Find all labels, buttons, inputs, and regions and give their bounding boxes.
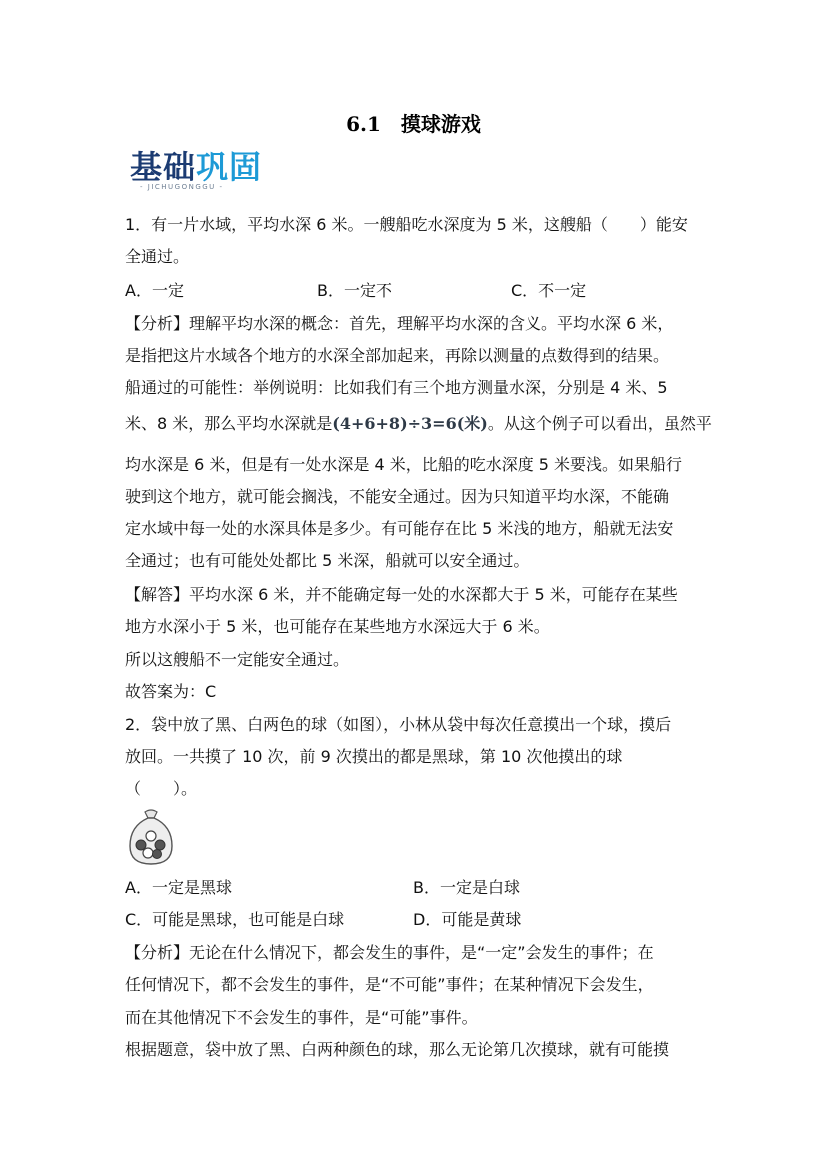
q1-analysis-line: 驶到这个地方，就可能会搁浅，不能安全通过。因为只知道平均水深，不能确 [125, 487, 670, 506]
badge-title-dark: 基础 [130, 148, 197, 186]
q1-stem-line-2: 全通过。 [125, 247, 190, 266]
q1-option-b: B．一定不 [317, 281, 392, 300]
q1-answer-line: 故答案为：C [125, 682, 217, 701]
ball-bag-illustration [126, 808, 176, 866]
q2-analysis-line: 而在其他情况下不会发生的事件，是“可能”事件。 [125, 1008, 478, 1027]
q1-analysis-line: 船通过的可能性：举例说明：比如我们有三个地方测量水深，分别是 4 米、5 [125, 378, 668, 397]
q1-option-c: C．不一定 [511, 281, 587, 300]
q1-stem-line-1: 1．有一片水域，平均水深 6 米。一艘船吃水深度为 5 米，这艘船（ ）能安 [125, 215, 688, 234]
q1-formula-pre: 米、8 米，那么平均水深就是 [125, 414, 333, 433]
black-ball-icon [153, 850, 162, 859]
white-ball-icon [146, 831, 156, 841]
q1-answer-line: 【解答】平均水深 6 米，并不能确定每一处的水深都大于 5 米，可能存在某些 [125, 585, 678, 604]
q1-analysis-formula-line [125, 414, 712, 434]
q2-stem-line: 2．袋中放了黑、白两色的球（如图），小林从袋中每次任意摸出一个球，摸后 [125, 715, 672, 734]
q1-option-a: A．一定 [125, 281, 184, 300]
q1-answer-line: 地方水深小于 5 米，也可能存在某些地方水深远大于 6 米。 [125, 617, 550, 636]
q1-analysis-line: 【分析】理解平均水深的概念：首先，理解平均水深的含义。平均水深 6 米， [125, 314, 674, 333]
q1-analysis-line: 定水域中每一处的水深具体是多少。有可能存在比 5 米浅的地方，船就无法安 [125, 519, 674, 538]
section-badge [130, 150, 278, 196]
q2-option-b: B．一定是白球 [413, 878, 520, 897]
q2-stem-line: 放回。一共摸了 10 次，前 9 次摸出的都是黑球，第 10 次他摸出的球 [125, 747, 623, 766]
q2-option-d: D．可能是黄球 [413, 910, 522, 929]
white-ball-icon [143, 848, 153, 858]
badge-title-light: 巩固 [196, 148, 263, 186]
badge-title [130, 150, 278, 184]
q2-analysis-line: 根据题意，袋中放了黑、白两种颜色的球，那么无论第几次摸球，就有可能摸 [125, 1040, 670, 1059]
black-ball-icon [155, 840, 165, 850]
q1-answer-line: 所以这艘船不一定能安全通过。 [125, 650, 350, 669]
q1-formula-post: 。从这个例子可以看出，虽然平 [487, 414, 712, 433]
q2-option-a: A．一定是黑球 [125, 878, 232, 897]
q1-formula: (4+6+8)÷3=6(米) [332, 414, 488, 433]
q1-analysis-line: 是指把这片水域各个地方的水深全部加起来，再除以测量的点数得到的结果。 [125, 346, 670, 365]
q2-option-c: C．可能是黑球，也可能是白球 [125, 910, 345, 929]
badge-subtitle: - JICHUGONGGU - [140, 183, 224, 191]
q2-stem-line: （ ）。 [125, 779, 198, 798]
q2-analysis-line: 任何情况下，都不会发生的事件，是“不可能”事件；在某种情况下会发生， [125, 975, 654, 994]
q2-analysis-line: 【分析】无论在什么情况下，都会发生的事件，是“一定”会发生的事件；在 [125, 943, 654, 962]
page-title: 6.1 摸球游戏 [346, 112, 481, 136]
q1-analysis-line: 全通过；也有可能处处都比 5 米深，船就可以安全通过。 [125, 551, 530, 570]
black-ball-icon [136, 840, 146, 850]
q1-analysis-line: 均水深是 6 米，但是有一处水深是 4 米，比船的吃水深度 5 米要浅。如果船行 [125, 455, 683, 474]
